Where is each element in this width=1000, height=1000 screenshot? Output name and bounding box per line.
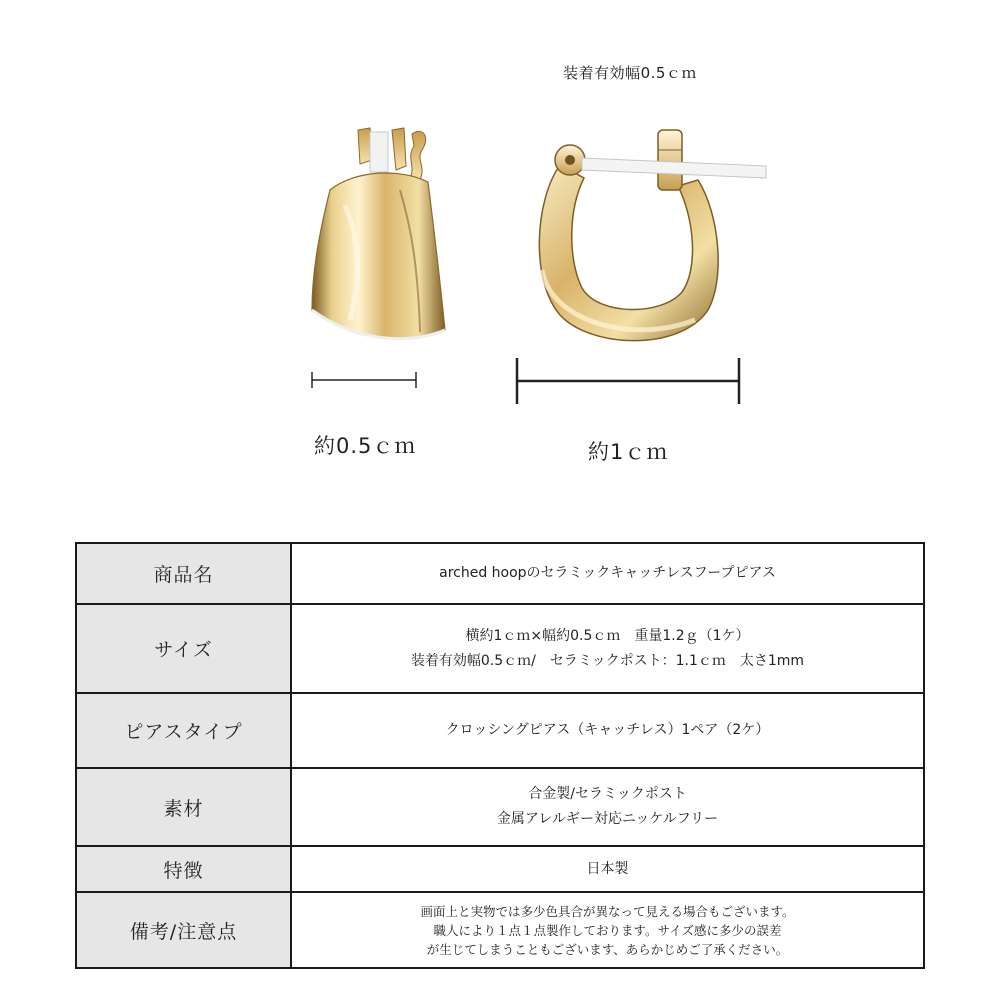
table-row	[76, 693, 924, 768]
value-line: が生じてしまうこともございます、あらかじめご了承ください。	[426, 941, 789, 957]
value-line: 横約1ｃｍ×幅約0.5ｃｍ 重量1.2ｇ（1ケ）	[465, 627, 750, 644]
row-value	[291, 543, 924, 604]
front-dimension-line	[514, 356, 744, 406]
value-line: 職人により１点１点製作しております。サイズ感に多少の誤差	[433, 922, 782, 938]
value-line: 金属アレルギー対応ニッケルフリー	[496, 811, 719, 827]
value-line: 合金製/セラミックポスト	[528, 786, 687, 802]
row-value	[291, 846, 924, 892]
row-key: 商品名	[76, 543, 291, 604]
value-line: 画面上と実物では多少色具合が異なって見える場合もございます。	[420, 903, 795, 919]
row-key: 特徴	[76, 846, 291, 892]
spec-table	[75, 542, 925, 969]
row-value	[291, 693, 924, 768]
table-row	[76, 604, 924, 693]
row-value	[291, 604, 924, 693]
row-value	[291, 892, 924, 968]
row-key: ピアスタイプ	[76, 693, 291, 768]
side-dimension-line	[310, 370, 420, 390]
table-row	[76, 543, 924, 604]
value-line: 装着有効幅0.5ｃｍ/ セラミックポスト：1.1ｃｍ 太さ1mm	[410, 652, 805, 669]
effective-width-label: 装着有効幅0.5ｃｍ	[563, 64, 697, 82]
side-dimension-label: 約0.5ｃｍ	[314, 434, 417, 458]
value-line: クロッシングピアス（キャッチレス）1ペア（2ケ）	[445, 722, 770, 738]
table-row	[76, 846, 924, 892]
row-key: 素材	[76, 768, 291, 846]
front-dimension-label: 約1ｃｍ	[588, 440, 669, 464]
value-line: 日本製	[586, 860, 629, 877]
value-line: arched hoopのセラミックキャッチレスフープピアス	[439, 565, 776, 581]
row-value	[291, 768, 924, 846]
hoop-side-view-image	[300, 120, 450, 350]
table-row	[76, 768, 924, 846]
row-key: 備考/注意点	[76, 892, 291, 968]
table-row	[76, 892, 924, 968]
hoop-front-view-image	[530, 120, 780, 360]
row-key: サイズ	[76, 604, 291, 693]
